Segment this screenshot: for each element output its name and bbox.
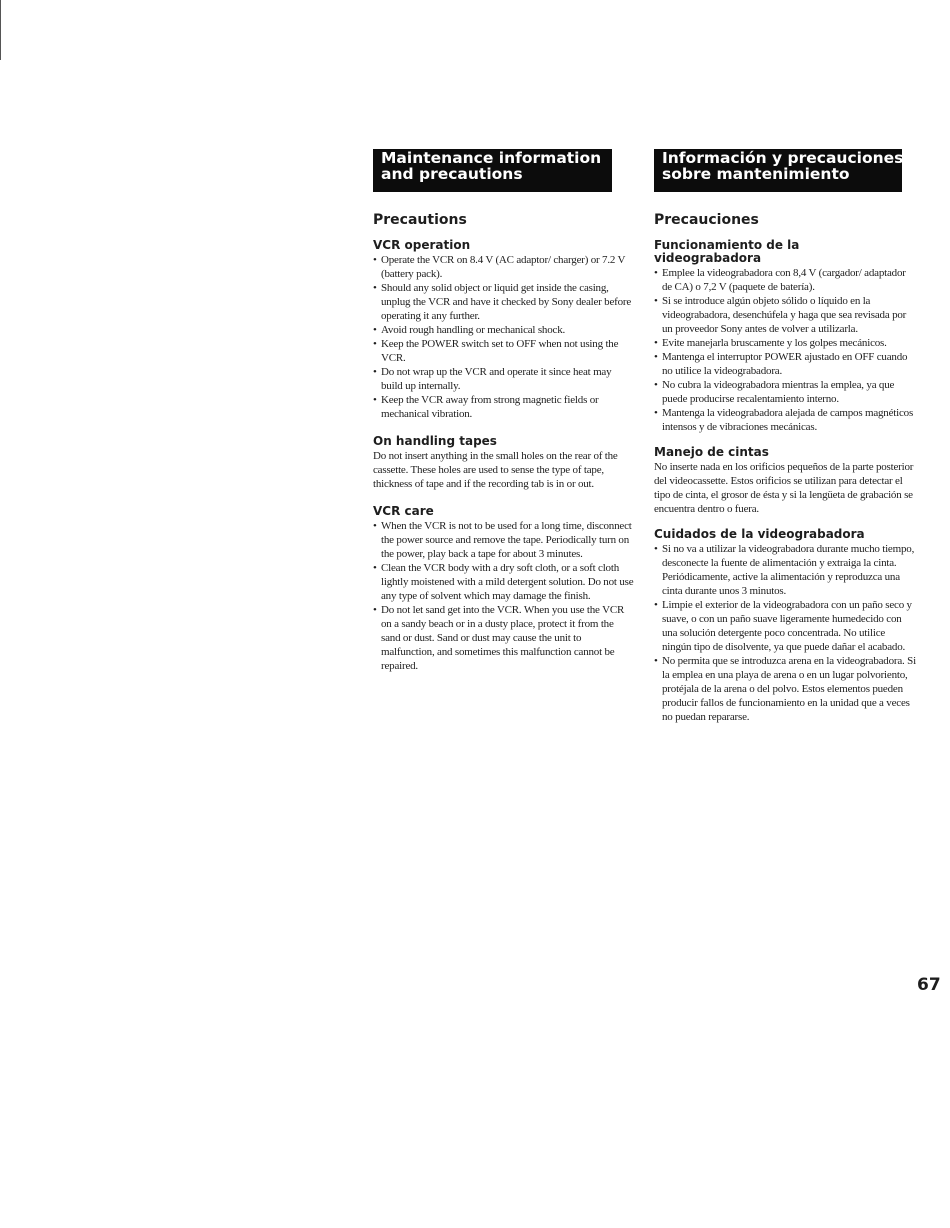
precauciones-title: Precauciones xyxy=(654,212,759,228)
funcionamiento-heading xyxy=(654,239,916,265)
banner-spanish-line-2: sobre mantenimiento xyxy=(662,165,850,183)
cuidados-heading: Cuidados de la videograbadora xyxy=(654,527,865,541)
page-edge-line xyxy=(0,0,1,60)
list-item: • Si no va a utilizar la videograbadora durante mucho tiempo, desconecte la fuente de alimentación y extraiga la cinta. Periódicamente, active la alimentación y reproduzca una cinta durante unos 3 minutos. xyxy=(654,542,916,598)
vcr-operation-list xyxy=(373,253,635,421)
list-item: • No permita que se introduzca arena en la videograbadora. Si la emplea en una playa de arena o en un lugar polvoriento, protéjala de la arena o del polvo. Estos elementos pueden producir fallos de funcionamiento en la unidad que a veces no puedan repararse. xyxy=(654,654,916,724)
manejo-text: No inserte nada en los orificios pequeños de la parte posterior del videocassette. Estos orificios se utilizan para detectar el tipo de cinta, el grosor de ésta y si la lengüeta de grabación se encuentra dentro o fuera. xyxy=(654,461,914,515)
page-number: 67 xyxy=(917,975,941,995)
banner-english-line-2: and precautions xyxy=(381,165,523,183)
banner-spanish-line-1: Información y precauciones xyxy=(662,149,904,167)
list-item: • Do not let sand get into the VCR. When you use the VCR on a sandy beach or in a dusty place, protect it from the sand or dust. Sand or dust may cause the unit to malfunction, and sometimes this malfunction cannot be repaired. xyxy=(373,603,635,673)
handling-tapes-text: Do not insert anything in the small holes on the rear of the cassette. These holes are used to sense the type of tape, thickness of tape and if the recording tab is in or out. xyxy=(373,450,618,490)
english-column xyxy=(373,212,635,673)
list-item: • Do not wrap up the VCR and operate it since heat may build up internally. xyxy=(373,365,635,393)
funcionamiento-heading-line-2: videograbadora xyxy=(654,251,762,265)
precautions-title: Precautions xyxy=(373,212,467,228)
list-item: • When the VCR is not to be used for a long time, disconnect the power source and remove the tape. Periodically turn on the power, play back a tape for about 3 minutes. xyxy=(373,519,635,561)
list-item: • Keep the VCR away from strong magnetic fields or mechanical vibration. xyxy=(373,393,635,421)
handling-tapes-heading: On handling tapes xyxy=(373,434,497,448)
list-item: • Mantenga la videograbadora alejada de campos magnéticos intensos y de vibraciones mecánicas. xyxy=(654,406,916,434)
funcionamiento-heading-line-1: Funcionamiento de la xyxy=(654,238,800,252)
list-item: • Should any solid object or liquid get inside the casing, unplug the VCR and have it checked by Sony dealer before operating it any further. xyxy=(373,281,635,323)
list-item: • Limpie el exterior de la videograbadora con un paño seco y suave, o con un paño suave ligeramente humedecido con una solución detergente poco concentrada. No utilice ningún tipo de disolvente, ya que puede dañar el acabado. xyxy=(654,598,916,654)
vcr-operation-heading: VCR operation xyxy=(373,238,471,252)
banner-english-line-1: Maintenance information xyxy=(381,149,602,167)
list-item: • Evite manejarla bruscamente y los golpes mecánicos. xyxy=(654,336,916,350)
list-item: • Mantenga el interruptor POWER ajustado en OFF cuando no utilice la videograbadora. xyxy=(654,350,916,378)
vcr-care-list xyxy=(373,519,635,673)
spanish-column xyxy=(654,212,916,724)
list-item: • Avoid rough handling or mechanical shock. xyxy=(373,323,635,337)
vcr-care-heading: VCR care xyxy=(373,504,434,518)
list-item: • Operate the VCR on 8.4 V (AC adaptor/ charger) or 7.2 V (battery pack). xyxy=(373,253,635,281)
section-banner-spanish xyxy=(654,149,902,192)
funcionamiento-list xyxy=(654,266,916,434)
section-banner-english xyxy=(373,149,612,192)
list-item: • Clean the VCR body with a dry soft cloth, or a soft cloth lightly moistened with a mild detergent solution. Do not use any type of solvent which may damage the finish. xyxy=(373,561,635,603)
list-item: • Keep the POWER switch set to OFF when not using the VCR. xyxy=(373,337,635,365)
list-item: • Emplee la videograbadora con 8,4 V (cargador/ adaptador de CA) o 7,2 V (paquete de batería). xyxy=(654,266,916,294)
list-item: • No cubra la videograbadora mientras la emplea, ya que puede producirse recalentamiento interno. xyxy=(654,378,916,406)
list-item: • Si se introduce algún objeto sólido o líquido en la videograbadora, desenchúfela y haga que sea revisada por un proveedor Sony antes de volver a utilizarla. xyxy=(654,294,916,336)
cuidados-list xyxy=(654,542,916,724)
manejo-heading: Manejo de cintas xyxy=(654,445,769,459)
